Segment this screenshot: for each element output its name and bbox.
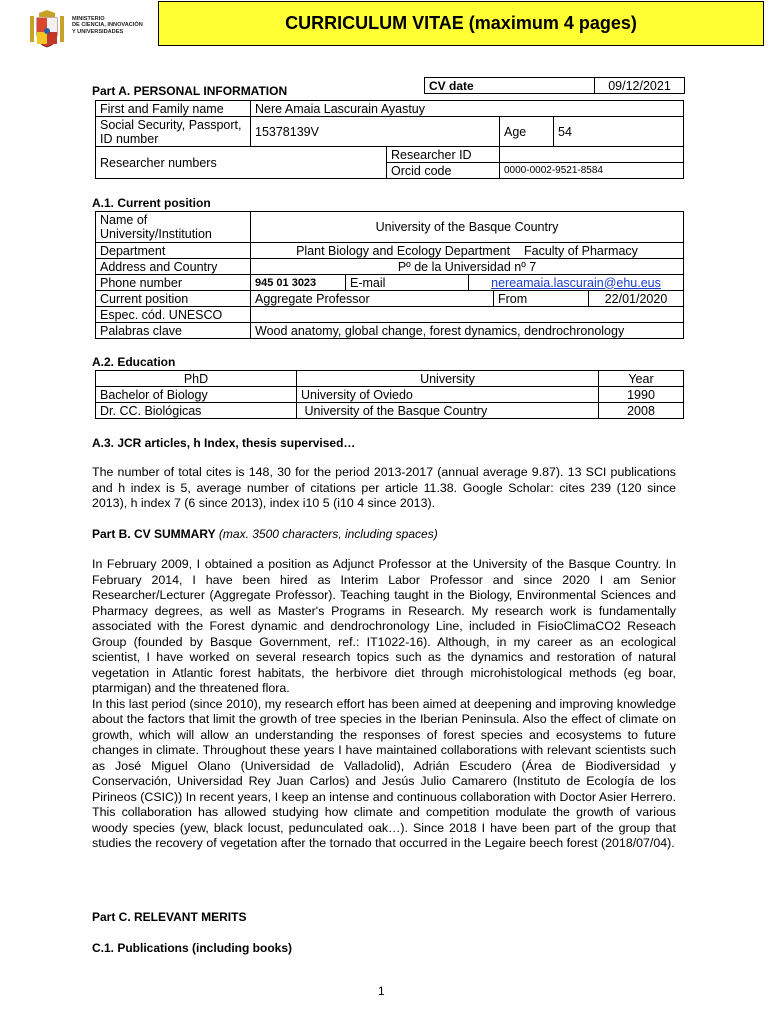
- ssn-value: 15378139V: [251, 117, 500, 147]
- education-year: 1990: [599, 387, 684, 403]
- education-degree: Bachelor of Biology: [96, 387, 297, 403]
- page-number: 1: [378, 984, 385, 998]
- email-label: E-mail: [346, 275, 469, 291]
- from-value: 22/01/2020: [589, 291, 684, 307]
- from-label: From: [494, 291, 589, 307]
- department-label: Department: [96, 243, 251, 259]
- education-col-degree: PhD: [96, 371, 297, 387]
- a3-text: The number of total cites is 148, 30 for the period 2013-2017 (annual average 9.87). 13 SCI publications and h index is 5, average number of citations per article 11.38. Google Scholar: cites 239 (120 since 2013), h index 7 (6 since 2013), index i10 5 (i10 4 since 2013).: [92, 465, 676, 510]
- education-table: [95, 370, 684, 419]
- institution-label: Name of University/Institution: [96, 212, 251, 243]
- table-row: [96, 387, 684, 403]
- institution-value: University of the Basque Country: [251, 212, 684, 243]
- age-value: 54: [554, 117, 684, 147]
- ministry-logo: [24, 10, 164, 50]
- education-col-university: University: [297, 371, 599, 387]
- researcher-id-value: [500, 147, 684, 163]
- name-label: First and Family name: [96, 101, 251, 117]
- orcid-value: 0000-0002-9521-8584: [500, 163, 684, 179]
- cv-summary-paragraph-2: In this last period (since 2010), my research effort has been aimed at deepening and improving knowledge about the factors that limit the growth of tree species in the Iberian Peninsula. Also the effect of climate on growth, which will allow an understanding the responses of forest species and ecosystems to future changes in climate. Throughout these years I have maintained collaborations with relevant scientists such as José Miguel Olano (Universidad de Valladolid), Adrián Escudero (Área de Biodiversidad y Conservación, Universidad Rey Juan Carlos) and Jesús Julio Camarero (Instituto de Ecología de los Pirineos (CSIC)) In recent years, I keep an intense and continuous collaboration with Doctor Asier Herrero. This collaboration has allowed studying how climate and competition modulate the growth of various woody species (yew, black locust, pedunculated oak…). Since 2018 I have been part of the group that studies the recovery of vegetation after the tornado that occurred in the Legaire beech forest (2018/07/04).: [92, 696, 676, 850]
- part-a-heading: Part A. PERSONAL INFORMATION: [92, 84, 288, 98]
- orcid-label: Orcid code: [387, 163, 500, 179]
- unesco-value: [251, 307, 684, 323]
- cv-date-value: 09/12/2021: [595, 78, 685, 94]
- email-value[interactable]: nereamaia.lascurain@ehu.eus: [491, 275, 661, 290]
- researcher-id-label: Researcher ID: [387, 147, 500, 163]
- education-university: University of the Basque Country: [297, 403, 599, 419]
- ssn-label: Social Security, Passport, ID number: [96, 117, 251, 147]
- personal-info-table: [95, 100, 684, 179]
- cv-date-label: CV date: [425, 78, 595, 94]
- address-label: Address and Country: [96, 259, 251, 275]
- researcher-numbers-label: Researcher numbers: [96, 147, 387, 179]
- phone-value: 945 01 3023: [251, 275, 346, 291]
- part-b-heading-row: [92, 527, 438, 541]
- education-university: University of Oviedo: [297, 387, 599, 403]
- a2-heading: A.2. Education: [92, 355, 176, 369]
- email-link[interactable]: [469, 275, 684, 291]
- education-col-year: Year: [599, 371, 684, 387]
- c1-heading: C.1. Publications (including books): [92, 941, 293, 955]
- part-b-heading: Part B. CV SUMMARY: [92, 527, 216, 541]
- coat-of-arms-icon: [30, 10, 64, 48]
- document-title: CURRICULUM VITAE (maximum 4 pages): [158, 1, 764, 46]
- unesco-label: Espec. cód. UNESCO: [96, 307, 251, 323]
- cv-summary-paragraph-1: In February 2009, I obtained a position as Adjunct Professor at the University of the Basque Country. In February 2014, I have been hired as Interim Labor Professor and since 2020 I am Senior Researcher/Lecturer (Aggregate Professor). Teaching taught in the Biology, Environmental Sciences and Pharmacy degrees, as well as Master's Programs in Research. My research work is fundamentally associated with the Forest dynamic and dendrochronology Line, included in FisioClimaCO2 Reseach Group (founded by Basque Government, ref.: IT1022-16). Although, in my career as an ecological scientist, I have worked on several research topics such as the dynamics and restoration of natural vegetation in Atlantic forest habitats, the herbivore diet through microhistological methods (eg boar, ptarmigan) and the threatened flora.: [92, 557, 676, 695]
- a3-heading: A.3. JCR articles, h Index, thesis supervised…: [92, 436, 356, 450]
- current-position-table: [95, 211, 684, 339]
- name-value: Nere Amaia Lascurain Ayastuy: [251, 101, 684, 117]
- position-value: Aggregate Professor: [251, 291, 494, 307]
- part-c-heading: Part C. RELEVANT MERITS: [92, 910, 247, 924]
- a1-heading: A.1. Current position: [92, 196, 211, 210]
- cv-date-table: [424, 77, 685, 94]
- position-label: Current position: [96, 291, 251, 307]
- education-year: 2008: [599, 403, 684, 419]
- ministry-name: MINISTERIO DE CIENCIA, INNOVACIÓN Y UNIVERSIDADES: [72, 16, 143, 35]
- table-row: [96, 403, 684, 419]
- phone-label: Phone number: [96, 275, 251, 291]
- cv-summary: [92, 557, 676, 852]
- age-label: Age: [500, 117, 554, 147]
- keywords-value: Wood anatomy, global change, forest dynamics, dendrochronology: [251, 323, 684, 339]
- keywords-label: Palabras clave: [96, 323, 251, 339]
- address-value: Pº de la Universidad nº 7: [251, 259, 684, 275]
- part-b-heading-note: (max. 3500 characters, including spaces): [215, 527, 438, 541]
- department-value: Plant Biology and Ecology Department Faculty of Pharmacy: [251, 243, 684, 259]
- education-degree: Dr. CC. Biológicas: [96, 403, 297, 419]
